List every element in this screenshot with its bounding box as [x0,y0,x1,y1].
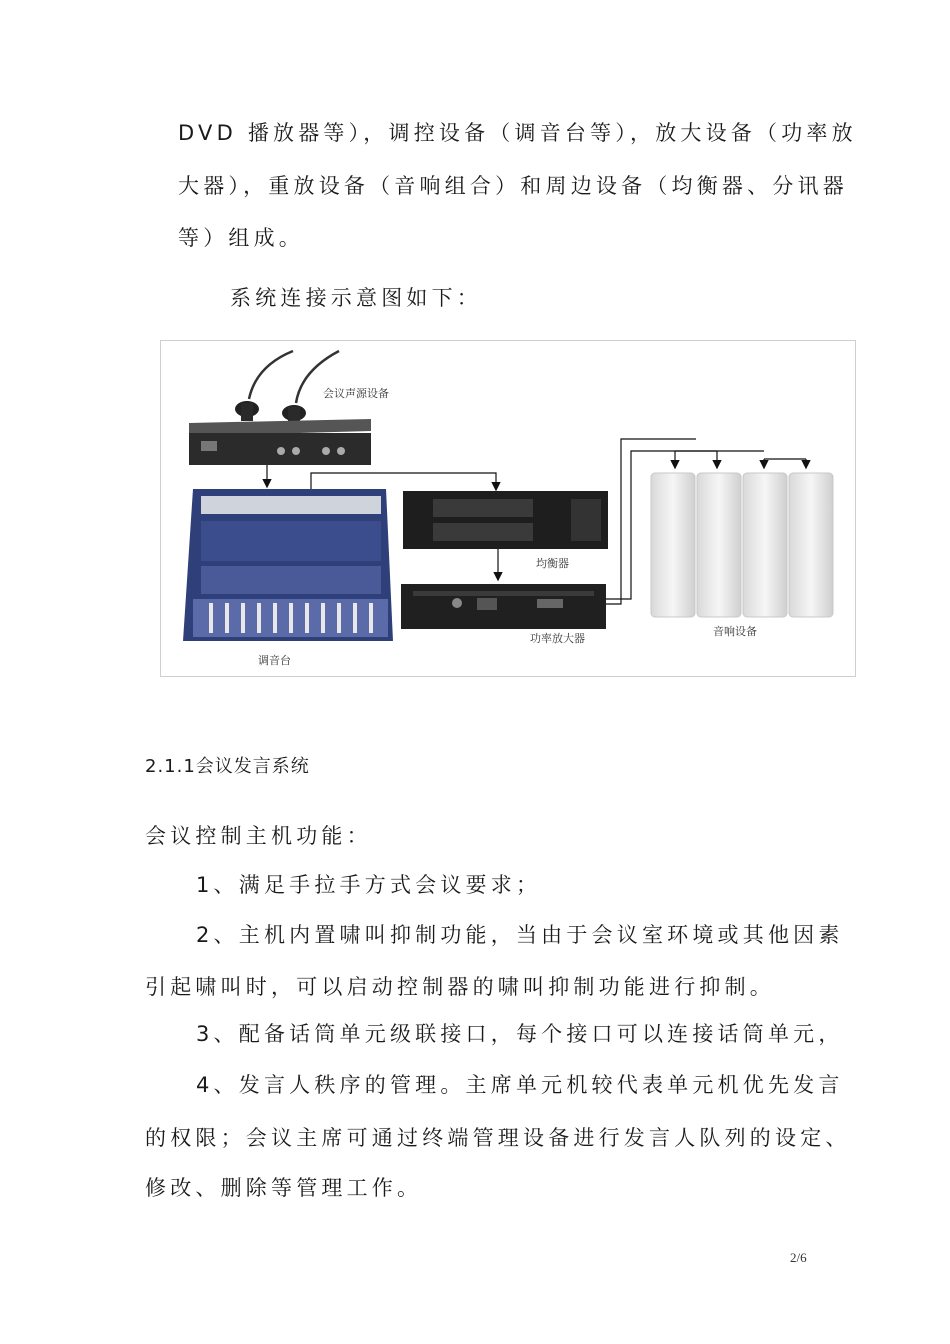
section-subheading: 会议控制主机功能： [145,824,372,848]
diagram-intro: 系统连接示意图如下： [230,286,482,310]
item-4-line-1: 4、发言人秩序的管理。主席单元机较代表单元机优先发言 [196,1073,844,1097]
intro-line-3: 等）组成。 [178,226,304,250]
equalizer-label: 均衡器 [536,557,569,570]
system-connection-diagram [160,340,856,677]
equalizer-icon [403,491,608,549]
item-4-line-3: 修改、删除等管理工作。 [145,1176,423,1200]
item-2-line-2: 引起啸叫时，可以启动控制器的啸叫抑制功能进行抑制。 [145,975,775,999]
speakers-label: 音响设备 [713,625,757,638]
item-4-line-2: 的权限；会议主席可通过终端管理设备进行发言人队列的设定、 [145,1126,851,1150]
item-1: 1、满足手拉手方式会议要求； [196,873,542,897]
page-number: 2/6 [790,1250,807,1265]
mixer-icon [183,489,393,641]
amplifier-label: 功率放大器 [530,632,585,645]
mixer-label: 调音台 [258,654,291,667]
receiver-unit-icon [189,419,371,465]
item-3: 3、配备话筒单元级联接口，每个接口可以连接话筒单元， [196,1022,844,1046]
speaker-icon [651,473,833,617]
intro-line-2: 大器），重放设备（音响组合）和周边设备（均衡器、分讯器 [178,174,848,198]
intro-line-1: DVD 播放器等），调控设备（调音台等），放大设备（功率放 [178,121,857,145]
item-2-line-1: 2、主机内置啸叫抑制功能，当由于会议室环境或其他因素 [196,923,844,947]
section-heading: 2.1.1会议发言系统 [145,756,310,777]
mic-source-label: 会议声源设备 [323,387,389,400]
amplifier-icon [401,584,606,629]
